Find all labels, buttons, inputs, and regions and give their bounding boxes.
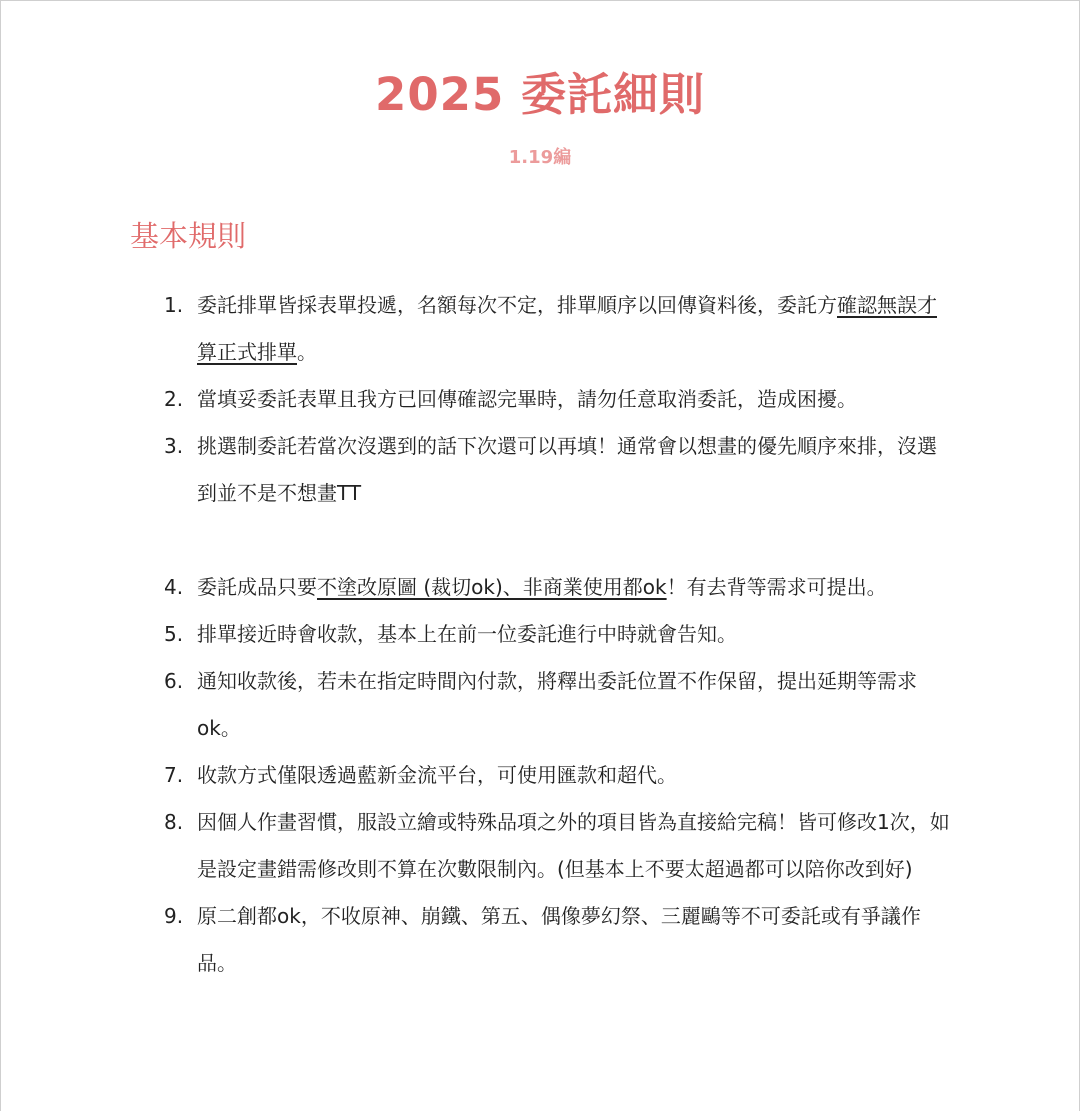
- rule-number: 9.: [164, 904, 184, 928]
- rule-text: 原二創都ok，不收原神、崩鐵、第五、偶像夢幻祭、三麗鷗等不可委託或有爭議作品。: [197, 904, 921, 975]
- rule-text-end: ！有去背等需求可提出。: [666, 575, 887, 599]
- rule-item: [150, 752, 950, 799]
- rule-text: 通知收款後，若未在指定時間內付款，將釋出委託位置不作保留，提出延期等需求ok。: [197, 669, 917, 740]
- rule-text: 因個人作畫習慣，服設立繪或特殊品項之外的項目皆為直接給完稿！皆可修改1次，如是設定畫錯需修改則不算在次數限制內。(但基本上不要太超過都可以陪你改到好): [197, 810, 950, 881]
- rule-number: 1.: [164, 293, 184, 317]
- rule-number: 6.: [164, 669, 184, 693]
- rule-item: [150, 282, 950, 376]
- rule-item: [150, 799, 950, 893]
- rule-emphasis: 確認無誤才算正式排單: [197, 293, 937, 364]
- rule-number: 8.: [164, 810, 184, 834]
- rule-text-end: 。: [297, 340, 317, 364]
- rule-text: 當填妥委託表單且我方已回傳確認完畢時，請勿任意取消委託，造成困擾。: [197, 387, 857, 411]
- rule-item: [150, 376, 950, 423]
- document-subtitle: 1.19編: [508, 147, 572, 168]
- section-heading: 基本規則: [130, 219, 247, 253]
- rule-item: [150, 423, 950, 517]
- rule-emphasis: 不塗改原圖 (裁切ok)、非商業使用都ok: [317, 575, 667, 599]
- rule-text: 挑選制委託若當次沒選到的話下次還可以再填！通常會以想畫的優先順序來排，沒選到並不是不想畫TT: [197, 434, 937, 505]
- rule-number: 7.: [164, 763, 184, 787]
- rules-list: [150, 282, 950, 987]
- rule-item: [150, 611, 950, 658]
- rule-number: 2.: [164, 387, 184, 411]
- rule-number: 5.: [164, 622, 184, 646]
- rule-text: 委託成品只要: [197, 575, 317, 599]
- rule-text: 排單接近時會收款，基本上在前一位委託進行中時就會告知。: [197, 622, 737, 646]
- rule-number: 3.: [164, 434, 184, 458]
- rule-item: [150, 893, 950, 987]
- rule-text: 收款方式僅限透過藍新金流平台，可使用匯款和超代。: [197, 763, 677, 787]
- rule-item: [150, 564, 950, 611]
- rule-text: 委託排單皆採表單投遞，名額每次不定，排單順序以回傳資料後，委託方: [197, 293, 837, 317]
- rule-item: [150, 658, 950, 752]
- list-spacer: [150, 517, 950, 564]
- rule-number: 4.: [164, 575, 184, 599]
- document-title: 2025 委託細則: [375, 68, 705, 121]
